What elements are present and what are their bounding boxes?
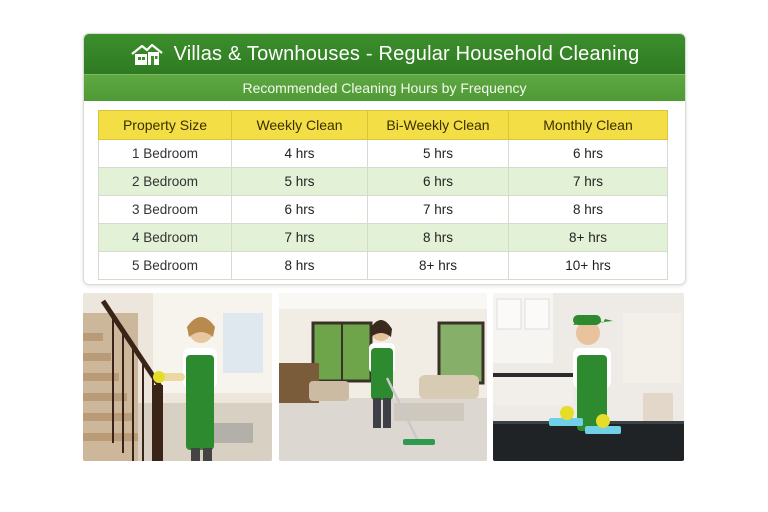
column-header-property-size: Property Size	[99, 111, 232, 140]
table-cell: 7 hrs	[509, 168, 668, 196]
table-cell: 10+ hrs	[509, 252, 668, 280]
house-icon	[130, 42, 164, 66]
table-cell: 8 hrs	[368, 224, 509, 252]
table-cell: 3 Bedroom	[99, 196, 232, 224]
page-title: Villas & Townhouses - Regular Household Cleaning	[173, 42, 640, 65]
column-header-biweekly: Bi-Weekly Clean	[368, 111, 509, 140]
table-row	[99, 168, 668, 196]
cleaner-wiping-kitchen-counter-photo	[493, 293, 684, 461]
page-subtitle: Recommended Cleaning Hours by Frequency	[84, 74, 685, 101]
table-cell: 8+ hrs	[368, 252, 509, 280]
table-cell: 7 hrs	[232, 224, 368, 252]
table-cell: 5 hrs	[368, 140, 509, 168]
column-header-weekly: Weekly Clean	[232, 111, 368, 140]
table-row	[99, 196, 668, 224]
table-cell: 6 hrs	[232, 196, 368, 224]
table-cell: 1 Bedroom	[99, 140, 232, 168]
table-cell: 7 hrs	[368, 196, 509, 224]
table-cell: 8 hrs	[232, 252, 368, 280]
table-cell: 5 hrs	[232, 168, 368, 196]
table-cell: 8 hrs	[509, 196, 668, 224]
cleaner-wiping-stair-railing-photo	[83, 293, 272, 461]
table-cell: 5 Bedroom	[99, 252, 232, 280]
cleaning-hours-table	[98, 110, 668, 280]
table-header-row	[99, 111, 668, 140]
table-cell: 6 hrs	[368, 168, 509, 196]
table-cell: 4 hrs	[232, 140, 368, 168]
cleaning-hours-card	[83, 33, 686, 285]
table-cell: 2 Bedroom	[99, 168, 232, 196]
column-header-monthly: Monthly Clean	[509, 111, 668, 140]
table-row	[99, 252, 668, 280]
table-cell: 8+ hrs	[509, 224, 668, 252]
table-cell: 6 hrs	[509, 140, 668, 168]
card-header	[84, 34, 685, 74]
cleaner-mopping-living-room-photo	[279, 293, 487, 461]
table-cell: 4 Bedroom	[99, 224, 232, 252]
table-row	[99, 224, 668, 252]
table-row	[99, 140, 668, 168]
